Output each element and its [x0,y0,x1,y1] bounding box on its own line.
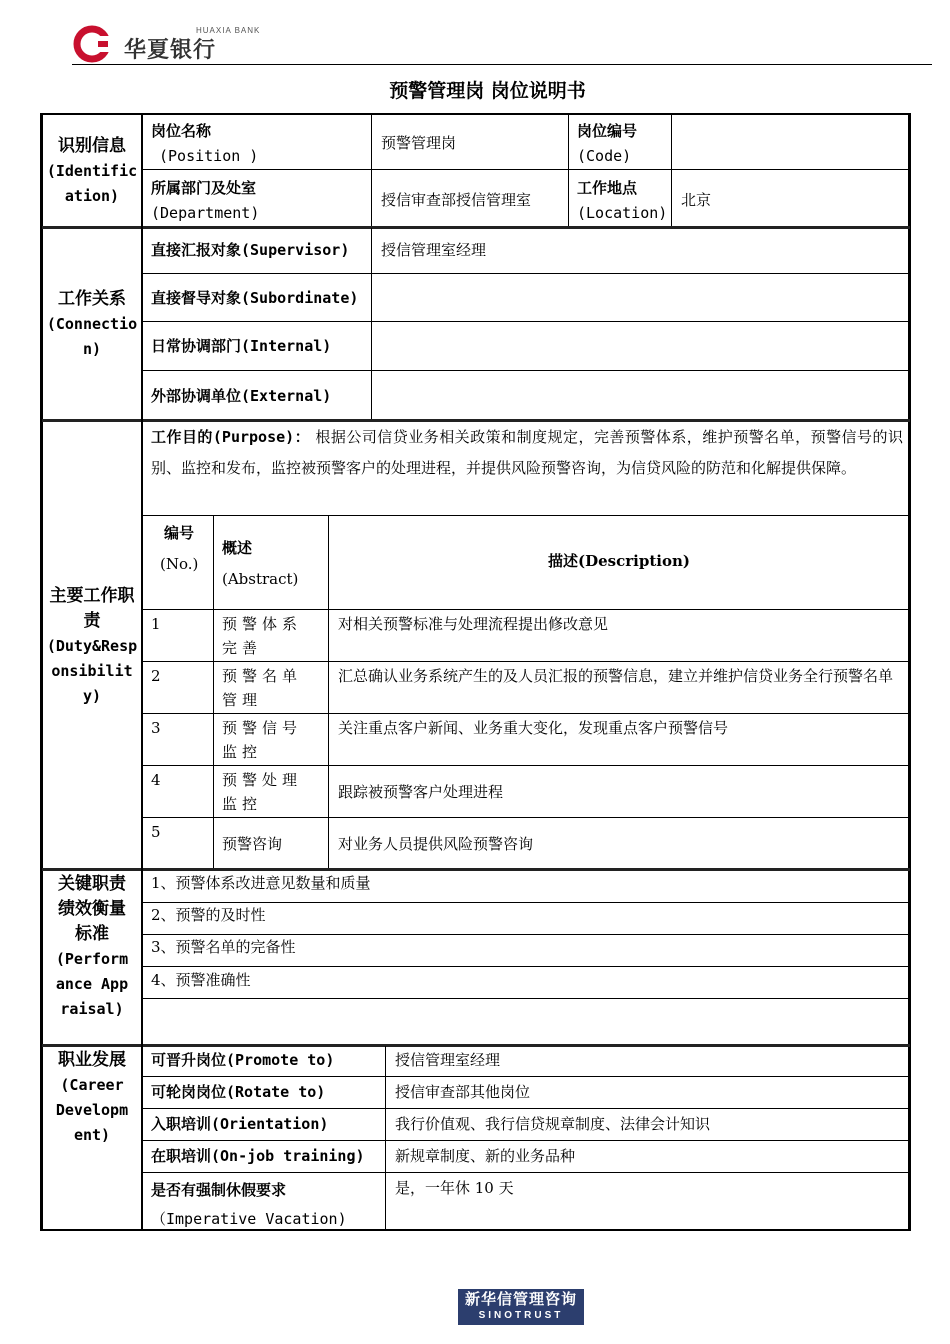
column-divider [385,1046,386,1231]
row-divider [142,661,909,662]
column-header-abstract [222,533,298,595]
col-abstract-cn: 概述 [222,539,253,557]
bank-emblem-icon [72,24,120,64]
duty-item-no: 3 [151,719,161,737]
duty-item-desc: 汇总确认业务系统产生的及人员汇报的预警信息，建立并维护信贷业务全行预警名单 [338,667,894,685]
footer-logo-cn: 新华信管理咨询 [464,1290,577,1308]
vacation-label-en: （Imperative Vacation) [151,1210,347,1228]
row-divider [142,817,909,818]
row-divider [142,1140,909,1141]
row-divider [142,321,909,322]
duty-item-abstract: 预警处理监控 [222,771,303,813]
row-divider [142,1172,909,1173]
duty-item-abstract: 预警咨询 [222,835,283,853]
section-title-cn: 识别信息 [58,136,126,156]
purpose-label: 工作目的(Purpose)： [151,428,311,446]
section-title-cn: 主要工作职责 [49,586,135,631]
vacation-value: 是，一年休 10 天 [395,1179,514,1197]
section-title-cn: 工作关系 [58,289,126,309]
duty-item-desc: 对业务人员提供风险预警咨询 [338,835,534,853]
vacation-label-cn: 是否有强制休假要求 [151,1181,287,1199]
column-divider [568,115,569,226]
row-divider [142,966,909,967]
header-divider [72,64,932,65]
onjob-training-value: 新规章制度、新的业务品种 [395,1147,576,1165]
row-divider [142,273,909,274]
document-title: 预警管理岗 岗位说明书 [389,80,586,102]
department-label-cn: 所属部门及处室 [151,179,257,197]
duty-item-desc: 关注重点客户新闻、业务重大变化，发现重点客户预警信号 [338,719,729,737]
col-abstract-en: (Abstract) [222,570,299,588]
row-divider [142,169,909,170]
location-label-en: (Location) [577,204,668,222]
duty-item-no: 1 [151,615,161,633]
duty-section-label [45,584,139,709]
row-divider [142,765,909,766]
promote-value: 授信管理室经理 [395,1051,501,1069]
row-divider [142,1076,909,1077]
duty-item-abstract: 预警信号监控 [222,719,303,761]
vacation-label [151,1176,347,1234]
row-divider [142,515,909,516]
footer-logo-en: SINOTRUST [478,1310,564,1321]
internal-label: 日常协调部门(Internal) [151,337,332,355]
rotate-value: 授信审查部其他岗位 [395,1083,531,1101]
duty-item-abstract: 预警名单管理 [222,667,303,709]
orientation-value: 我行价值观、我行信贷规章制度、法律会计知识 [395,1115,711,1133]
performance-item: 3、预警名单的完备性 [151,938,296,956]
rotate-label: 可轮岗岗位(Rotate to) [151,1083,326,1101]
onjob-training-label: 在职培训(On-job training) [151,1147,365,1165]
section-divider [42,226,910,229]
external-label: 外部协调单位(External) [151,387,332,405]
row-divider [142,713,909,714]
code-label-en: (Code) [577,147,632,165]
logo-chinese: 华夏银行 [124,38,217,63]
col-no-en: (No.) [160,555,199,573]
duty-item-desc: 对相关预警标准与处理流程提出修改意见 [338,615,609,633]
section-title-en: (Career Development) [55,1076,129,1144]
column-divider [371,115,372,226]
location-label-cn: 工作地点 [577,179,638,197]
section-title-cn: 职业发展 [58,1050,126,1070]
connection-section-label [45,287,139,362]
position-label [151,119,258,169]
section-title-en: (Duty&Responsibility) [46,637,138,705]
duty-item-no: 4 [151,771,161,789]
row-divider [142,370,909,371]
position-value: 预警管理岗 [381,134,457,152]
supervisor-label: 直接汇报对象(Supervisor) [151,241,350,259]
section-title-cn: 关键职责绩效衡量标准 [58,874,126,944]
career-section-label [45,1048,139,1148]
performance-item: 4、预警准确性 [151,971,251,989]
section-title-en: (Identification) [46,162,138,205]
section-title-en: (Connection) [46,315,138,358]
purpose-paragraph [151,422,903,484]
row-divider [142,609,909,610]
location-label [577,176,667,226]
row-divider [142,998,909,999]
column-header-no [150,518,208,580]
code-label [577,119,637,169]
column-divider [671,115,672,226]
supervisor-value: 授信管理室经理 [381,241,487,259]
sinotrust-logo [458,1289,584,1325]
location-value: 北京 [681,191,712,209]
col-no-cn: 编号 [163,524,194,542]
section-divider [42,1044,910,1047]
section-title-en: (Performance Appraisal) [55,950,129,1018]
huaxia-bank-logo [72,24,272,64]
duty-item-no: 2 [151,667,161,685]
subordinate-label: 直接督导对象(Subordinate) [151,289,359,307]
column-divider [371,228,372,419]
duty-item-abstract: 预警体系完善 [222,615,303,657]
column-divider [213,515,214,868]
duty-item-desc: 跟踪被预警客户处理进程 [338,783,504,801]
orientation-label: 入职培训(Orientation) [151,1115,329,1133]
performance-item: 2、预警的及时性 [151,906,266,924]
performance-item: 1、预警体系改进意见数量和质量 [151,874,371,892]
code-label-cn: 岗位编号 [577,122,638,140]
department-value: 授信审查部授信管理室 [381,191,532,209]
department-label-en: (Department) [151,204,260,222]
purpose-text: 根据公司信贷业务相关政策和制度规定，完善预警体系，维护预警名单，预警信号的识别、监控和发布，监控被预警客户的处理进程，并提供风险预警咨询，为信贷风险的防范和化解提供保障。 [151,428,903,477]
position-label-en: (Position ) [159,147,259,165]
logo-english: HUAXIA BANK [196,26,261,35]
duty-item-no: 5 [151,823,161,841]
performance-section-label [45,872,139,1022]
promote-label: 可晋升岗位(Promote to) [151,1051,335,1069]
column-divider [141,115,143,1231]
row-divider [142,1108,909,1109]
column-header-description: 描述(Description) [548,552,690,570]
identification-section-label [45,134,139,209]
position-label-cn: 岗位名称 [151,122,212,140]
department-label [151,176,259,226]
